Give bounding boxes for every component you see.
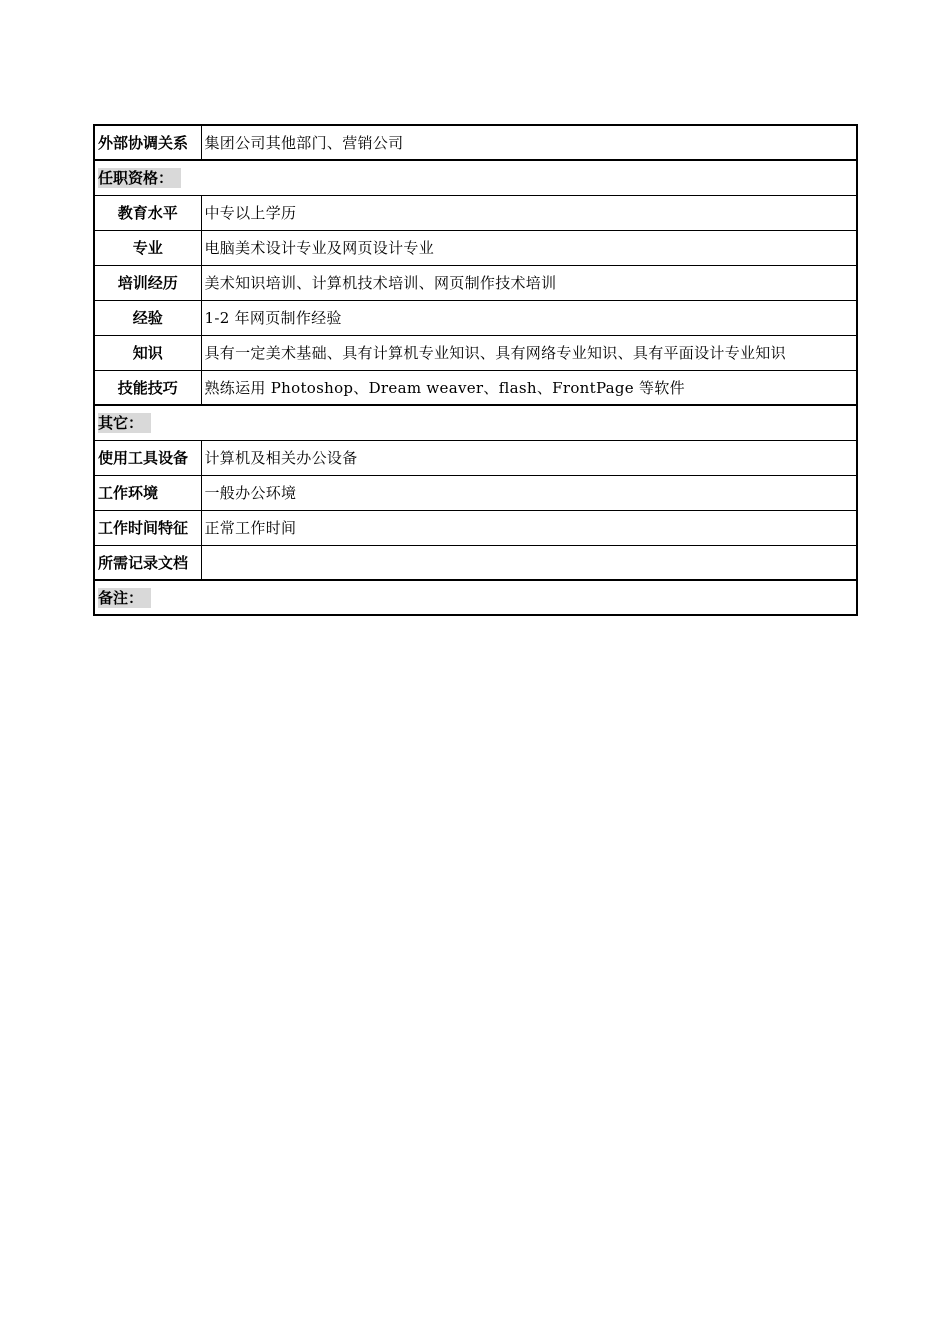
value-training: 美术知识培训、计算机技术培训、网页制作技术培训: [201, 265, 857, 300]
value-external-coordination: 集团公司其他部门、营销公司: [201, 125, 857, 160]
job-description-table: [93, 124, 858, 616]
row-qualifications-section: [94, 160, 857, 195]
row-skills: [94, 370, 857, 405]
label-skills: 技能技巧: [94, 370, 201, 405]
label-knowledge: 知识: [94, 335, 201, 370]
value-skills: 熟练运用 Photoshop、Dream weaver、flash、FrontPage 等软件: [201, 370, 857, 405]
row-education: [94, 195, 857, 230]
row-training: [94, 265, 857, 300]
section-title-qualifications: 任职资格：: [98, 168, 181, 188]
label-external-coordination: 外部协调关系: [94, 125, 201, 160]
row-worktime: [94, 510, 857, 545]
value-tools: 计算机及相关办公设备: [201, 440, 857, 475]
value-environment: 一般办公环境: [201, 475, 857, 510]
row-remarks-section: [94, 580, 857, 615]
section-qualifications: [94, 160, 857, 195]
label-experience: 经验: [94, 300, 201, 335]
value-major: 电脑美术设计专业及网页设计专业: [201, 230, 857, 265]
row-other-section: [94, 405, 857, 440]
label-major: 专业: [94, 230, 201, 265]
section-remarks: [94, 580, 857, 615]
label-training: 培训经历: [94, 265, 201, 300]
label-tools: 使用工具设备: [94, 440, 201, 475]
value-experience: 1-2 年网页制作经验: [201, 300, 857, 335]
row-knowledge: [94, 335, 857, 370]
label-records: 所需记录文档: [94, 545, 201, 580]
row-external-coordination: [94, 125, 857, 160]
row-environment: [94, 475, 857, 510]
value-worktime: 正常工作时间: [201, 510, 857, 545]
row-tools: [94, 440, 857, 475]
section-other: [94, 405, 857, 440]
row-records: [94, 545, 857, 580]
value-knowledge: 具有一定美术基础、具有计算机专业知识、具有网络专业知识、具有平面设计专业知识: [201, 335, 857, 370]
value-records: [201, 545, 857, 580]
row-major: [94, 230, 857, 265]
label-environment: 工作环境: [94, 475, 201, 510]
section-title-other: 其它：: [98, 413, 151, 433]
value-education: 中专以上学历: [201, 195, 857, 230]
label-worktime: 工作时间特征: [94, 510, 201, 545]
section-title-remarks: 备注：: [98, 588, 151, 608]
label-education: 教育水平: [94, 195, 201, 230]
row-experience: [94, 300, 857, 335]
